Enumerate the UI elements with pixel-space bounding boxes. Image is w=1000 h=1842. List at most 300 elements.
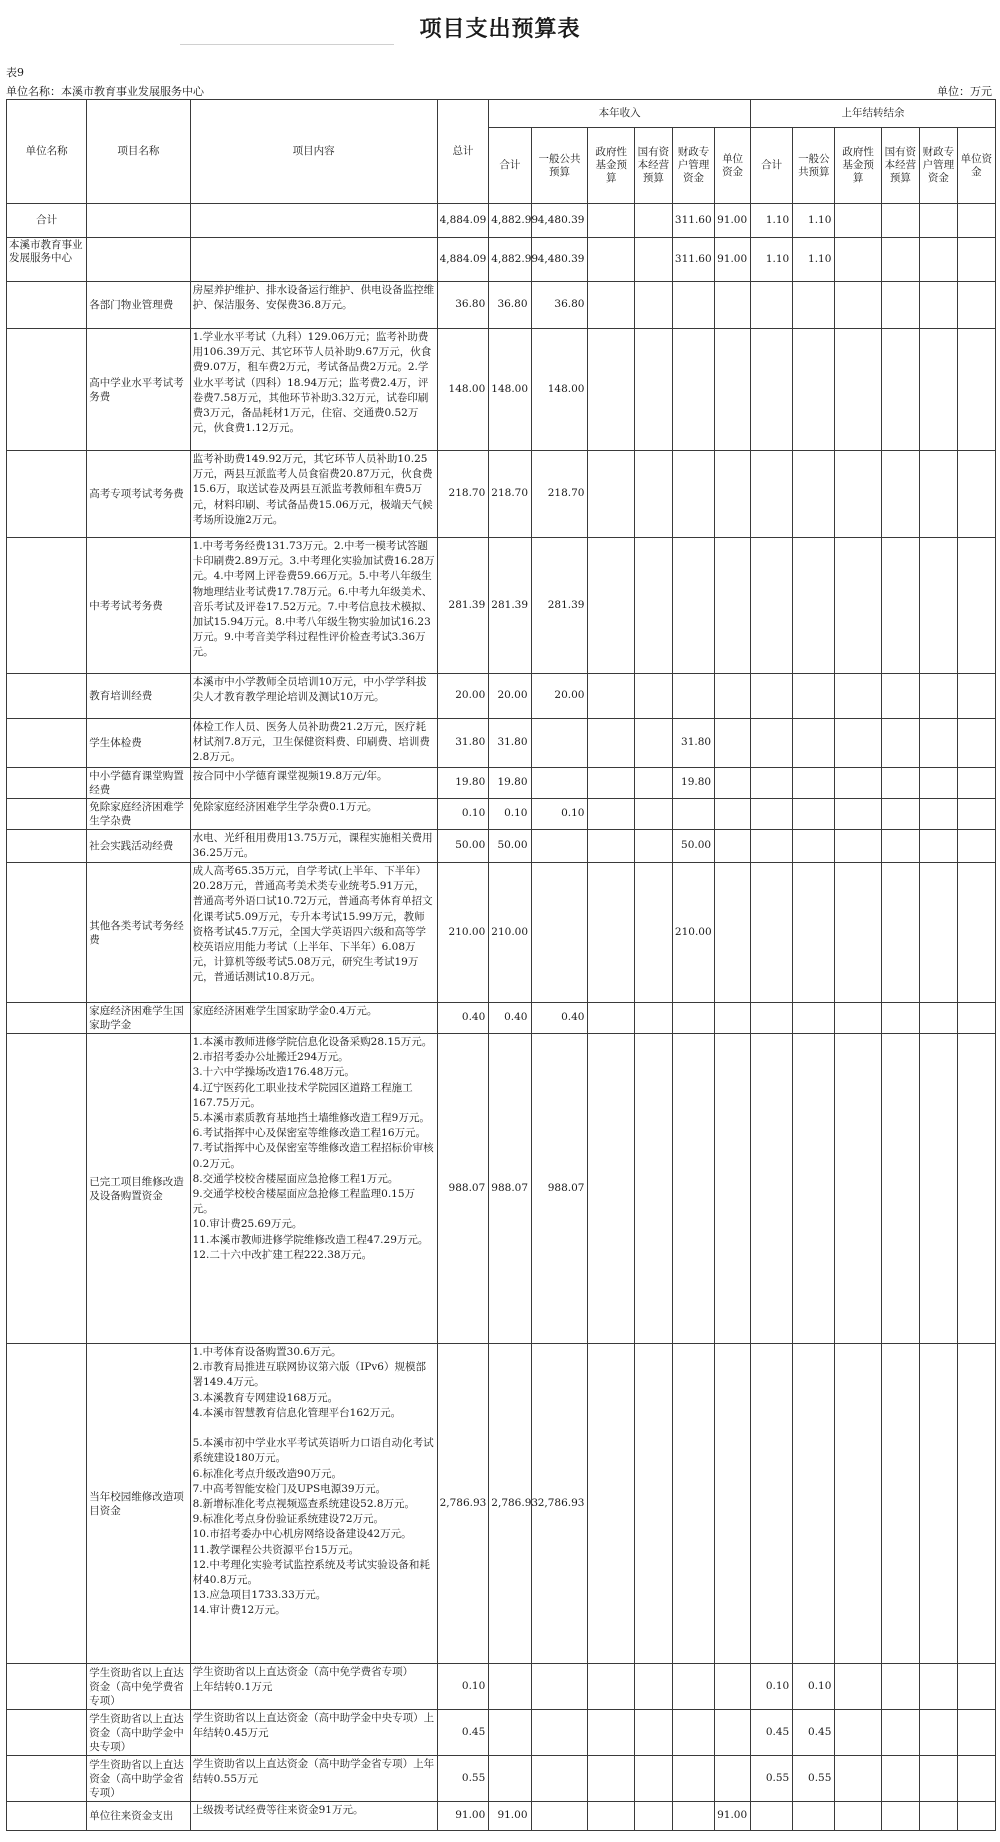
row-carryover-general	[793, 282, 835, 329]
row-carryover-general	[793, 863, 835, 1003]
row-current-general: 148.00	[531, 329, 588, 451]
row-current-total: 281.39	[489, 538, 531, 674]
row-content: 上级拨考试经费等往来资金91万元。	[190, 1802, 437, 1831]
row-current-state-capital	[634, 1344, 672, 1664]
row-carryover-total	[751, 1003, 793, 1034]
row-current-state-capital	[634, 863, 672, 1003]
row-content: 1.中考考务经费131.73万元。2.中考一模考试答题卡印刷费2.89万元。3.中考理化实验加试费16.28万元。4.中考网上评卷费59.66万元。5.中考八年级生物地理结业考试费17.78万元。6.中考九年级美术、音乐考试及评卷17.52万元。7.中考信息技术模拟、加试15.94万元。8.中考八年级生物实验加试16.23万元。9.中考音美学科过程性评价检查考试3.36万元。	[190, 538, 437, 674]
row-current-unit-fund	[715, 674, 751, 719]
row-current-total	[489, 1710, 531, 1756]
row-project-name: 免除家庭经济困难学生学杂费	[87, 798, 190, 829]
row-current-special-account: 311.60	[672, 204, 714, 238]
row-carryover-unit-fund	[957, 204, 995, 238]
row-carryover-general: 0.10	[793, 1664, 835, 1710]
row-current-state-capital	[634, 329, 672, 451]
header-c-gov-fund: 政府性基金预算	[588, 128, 634, 204]
row-carryover-unit-fund	[957, 451, 995, 538]
row-carryover-general	[793, 1344, 835, 1664]
table-number: 表9	[6, 66, 24, 79]
row-current-general	[531, 1756, 588, 1802]
row-carryover-general: 1.10	[793, 238, 835, 282]
row-carryover-unit-fund	[957, 282, 995, 329]
row-project-name: 学生资助省以上直达资金（高中助学金省专项）	[87, 1756, 190, 1802]
row-project-name: 已完工项目维修改造及设备购置资金	[87, 1034, 190, 1344]
row-carryover-state-capital	[881, 829, 919, 862]
row-carryover-unit-fund	[957, 1756, 995, 1802]
row-carryover-general	[793, 767, 835, 798]
row-carryover-special-account	[919, 1344, 957, 1664]
row-current-special-account: 31.80	[672, 719, 714, 768]
row-unit-cell	[7, 1710, 87, 1756]
row-carryover-general: 0.55	[793, 1756, 835, 1802]
row-carryover-unit-fund	[957, 538, 995, 674]
row-carryover-gov-fund	[835, 798, 881, 829]
header-p-unit-fund: 单位资金	[957, 128, 995, 204]
row-total: 91.00	[437, 1802, 489, 1831]
row-unit-cell	[7, 863, 87, 1003]
header-c-unit-fund: 单位资金	[715, 128, 751, 204]
table-row	[7, 282, 996, 329]
row-carryover-general	[793, 1034, 835, 1344]
row-carryover-unit-fund	[957, 329, 995, 451]
row-carryover-total: 0.10	[751, 1664, 793, 1710]
row-current-gov-fund	[588, 538, 634, 674]
row-carryover-gov-fund	[835, 863, 881, 1003]
header-total: 总计	[437, 100, 489, 204]
row-current-state-capital	[634, 451, 672, 538]
row-current-gov-fund	[588, 451, 634, 538]
row-carryover-state-capital	[881, 1756, 919, 1802]
row-carryover-special-account	[919, 798, 957, 829]
budget-table	[6, 99, 996, 1831]
row-total: 20.00	[437, 674, 489, 719]
row-total: 988.07	[437, 1034, 489, 1344]
row-current-gov-fund	[588, 863, 634, 1003]
row-total: 0.55	[437, 1756, 489, 1802]
row-carryover-general	[793, 798, 835, 829]
row-current-total: 50.00	[489, 829, 531, 862]
row-carryover-special-account	[919, 1664, 957, 1710]
row-carryover-unit-fund	[957, 767, 995, 798]
row-content: 按合同中小学德育课堂视频19.8万元/年。	[190, 767, 437, 798]
row-current-unit-fund	[715, 538, 751, 674]
row-carryover-unit-fund	[957, 1710, 995, 1756]
row-current-state-capital	[634, 719, 672, 768]
row-current-special-account: 19.80	[672, 767, 714, 798]
row-carryover-total	[751, 674, 793, 719]
row-content: 学生资助省以上直达资金（高中助学金中央专项）上年结转0.45万元	[190, 1710, 437, 1756]
row-project-name: 中考考试考务费	[87, 538, 190, 674]
row-current-total: 91.00	[489, 1802, 531, 1831]
row-carryover-total	[751, 798, 793, 829]
row-current-gov-fund	[588, 1344, 634, 1664]
page-title: 项目支出预算表	[419, 16, 581, 42]
table-row	[7, 238, 996, 282]
row-current-state-capital	[634, 538, 672, 674]
row-carryover-unit-fund	[957, 1802, 995, 1831]
unit-name-line: 单位名称：本溪市教育事业发展服务中心	[6, 85, 204, 98]
row-carryover-total	[751, 1344, 793, 1664]
row-current-gov-fund	[588, 719, 634, 768]
row-unit-cell	[7, 538, 87, 674]
row-current-unit-fund	[715, 329, 751, 451]
row-current-state-capital	[634, 282, 672, 329]
row-current-gov-fund	[588, 1802, 634, 1831]
row-total: 50.00	[437, 829, 489, 862]
row-current-special-account	[672, 1802, 714, 1831]
row-current-total: 988.07	[489, 1034, 531, 1344]
row-carryover-gov-fund	[835, 1003, 881, 1034]
header-c-special-account: 财政专户管理资金	[672, 128, 714, 204]
row-project-name: 高中学业水平考试考务费	[87, 329, 190, 451]
row-project-name: 其他各类考试考务经费	[87, 863, 190, 1003]
row-carryover-general: 0.45	[793, 1710, 835, 1756]
row-total: 4,884.09	[437, 238, 489, 282]
row-carryover-total	[751, 767, 793, 798]
header-p-special-account: 财政专户管理资金	[919, 128, 957, 204]
row-carryover-total	[751, 282, 793, 329]
header-p-general: 一般公共预算	[793, 128, 835, 204]
row-carryover-special-account	[919, 1802, 957, 1831]
row-total: 0.40	[437, 1003, 489, 1034]
table-row	[7, 1756, 996, 1802]
row-current-unit-fund	[715, 719, 751, 768]
row-current-unit-fund	[715, 798, 751, 829]
row-current-state-capital	[634, 674, 672, 719]
row-current-total: 0.40	[489, 1003, 531, 1034]
row-carryover-unit-fund	[957, 1344, 995, 1664]
row-carryover-unit-fund	[957, 829, 995, 862]
row-current-special-account	[672, 674, 714, 719]
header-p-state-capital: 国有资本经营预算	[881, 128, 919, 204]
row-carryover-total: 1.10	[751, 238, 793, 282]
row-unit-cell: 本溪市教育事业发展服务中心	[7, 238, 87, 282]
row-total: 281.39	[437, 538, 489, 674]
table-row	[7, 719, 996, 768]
row-current-general	[531, 719, 588, 768]
row-current-gov-fund	[588, 674, 634, 719]
row-unit-cell	[7, 1664, 87, 1710]
row-total: 148.00	[437, 329, 489, 451]
row-current-gov-fund	[588, 282, 634, 329]
table-row	[7, 538, 996, 674]
row-current-unit-fund	[715, 1710, 751, 1756]
row-current-total: 148.00	[489, 329, 531, 451]
row-carryover-special-account	[919, 238, 957, 282]
row-current-total	[489, 1664, 531, 1710]
row-current-state-capital	[634, 1003, 672, 1034]
row-total: 36.80	[437, 282, 489, 329]
row-current-special-account	[672, 1756, 714, 1802]
row-current-unit-fund	[715, 1756, 751, 1802]
table-row	[7, 329, 996, 451]
row-content	[190, 238, 437, 282]
row-current-special-account	[672, 282, 714, 329]
row-current-state-capital	[634, 798, 672, 829]
table-row	[7, 1802, 996, 1831]
row-carryover-gov-fund	[835, 674, 881, 719]
row-carryover-unit-fund	[957, 674, 995, 719]
row-carryover-gov-fund	[835, 1756, 881, 1802]
row-carryover-special-account	[919, 674, 957, 719]
row-carryover-special-account	[919, 1710, 957, 1756]
row-unit-cell	[7, 1034, 87, 1344]
row-current-gov-fund	[588, 238, 634, 282]
row-project-name	[87, 204, 190, 238]
row-carryover-special-account	[919, 1003, 957, 1034]
row-project-name: 各部门物业管理费	[87, 282, 190, 329]
table-row	[7, 1664, 996, 1710]
row-current-gov-fund	[588, 1710, 634, 1756]
row-carryover-state-capital	[881, 1344, 919, 1664]
row-carryover-gov-fund	[835, 1344, 881, 1664]
row-carryover-general	[793, 329, 835, 451]
row-carryover-total	[751, 538, 793, 674]
row-unit-cell	[7, 282, 87, 329]
row-carryover-special-account	[919, 1756, 957, 1802]
header-project: 项目名称	[87, 100, 190, 204]
row-current-state-capital	[634, 238, 672, 282]
table-row	[7, 1710, 996, 1756]
row-current-state-capital	[634, 204, 672, 238]
row-carryover-gov-fund	[835, 204, 881, 238]
row-project-name: 单位往来资金支出	[87, 1802, 190, 1831]
row-total: 210.00	[437, 863, 489, 1003]
row-current-special-account	[672, 1664, 714, 1710]
table-row	[7, 1034, 996, 1344]
row-current-special-account	[672, 1344, 714, 1664]
row-current-gov-fund	[588, 204, 634, 238]
header-current-income: 本年收入	[489, 100, 751, 128]
row-current-state-capital	[634, 1034, 672, 1344]
row-current-unit-fund	[715, 1034, 751, 1344]
row-current-gov-fund	[588, 1756, 634, 1802]
row-current-special-account	[672, 329, 714, 451]
table-row	[7, 1344, 996, 1664]
row-carryover-special-account	[919, 719, 957, 768]
row-current-general: 4,480.39	[531, 238, 588, 282]
row-carryover-gov-fund	[835, 829, 881, 862]
row-content: 水电、光纤租用费用13.75万元，课程实施相关费用36.25万元。	[190, 829, 437, 862]
row-carryover-gov-fund	[835, 767, 881, 798]
row-unit-cell	[7, 329, 87, 451]
row-carryover-gov-fund	[835, 1710, 881, 1756]
row-current-general	[531, 767, 588, 798]
row-carryover-unit-fund	[957, 1003, 995, 1034]
row-current-general: 36.80	[531, 282, 588, 329]
row-current-total	[489, 1756, 531, 1802]
row-current-unit-fund	[715, 1664, 751, 1710]
row-carryover-state-capital	[881, 1003, 919, 1034]
row-carryover-state-capital	[881, 767, 919, 798]
row-carryover-total	[751, 719, 793, 768]
row-carryover-gov-fund	[835, 719, 881, 768]
row-carryover-state-capital	[881, 538, 919, 674]
row-current-state-capital	[634, 829, 672, 862]
table-row	[7, 829, 996, 862]
row-unit-cell	[7, 767, 87, 798]
row-project-name	[87, 238, 190, 282]
row-current-unit-fund	[715, 451, 751, 538]
row-carryover-state-capital	[881, 282, 919, 329]
row-carryover-special-account	[919, 863, 957, 1003]
row-total: 0.10	[437, 1664, 489, 1710]
row-project-name: 家庭经济困难学生国家助学金	[87, 1003, 190, 1034]
row-unit-cell	[7, 1344, 87, 1664]
row-content: 体检工作人员、医务人员补助费21.2万元，医疗耗材试剂7.8万元，卫生保健资料费、印刷费、培训费2.8万元。	[190, 719, 437, 768]
row-carryover-state-capital	[881, 329, 919, 451]
row-content: 1.学业水平考试（九科）129.06万元；监考补助费用106.39万元、其它环节人员补助9.67万元，伙食费9.07万，租车费2万元，考试备品费2万元。2.学业水平考试（四科）18.94万元；监考费2.4万，评卷费7.58万元，其他环节补助3.32万元，试卷印刷费3万元，备品耗材1万元，住宿、交通费0.52万元，伙食费1.12万元。	[190, 329, 437, 451]
row-unit-cell	[7, 451, 87, 538]
row-carryover-state-capital	[881, 451, 919, 538]
table-row	[7, 863, 996, 1003]
row-current-total: 19.80	[489, 767, 531, 798]
table-row	[7, 1003, 996, 1034]
row-carryover-special-account	[919, 1034, 957, 1344]
row-carryover-state-capital	[881, 1710, 919, 1756]
row-unit-cell	[7, 1756, 87, 1802]
row-carryover-gov-fund	[835, 451, 881, 538]
row-carryover-state-capital	[881, 1034, 919, 1344]
row-unit-cell	[7, 1003, 87, 1034]
row-current-special-account	[672, 1003, 714, 1034]
row-total: 218.70	[437, 451, 489, 538]
row-current-total: 4,882.99	[489, 204, 531, 238]
table-row	[7, 204, 996, 238]
header-unit: 单位名称	[7, 100, 87, 204]
row-carryover-unit-fund	[957, 798, 995, 829]
row-carryover-general	[793, 674, 835, 719]
row-current-unit-fund	[715, 767, 751, 798]
row-current-gov-fund	[588, 1034, 634, 1344]
row-current-special-account: 210.00	[672, 863, 714, 1003]
row-current-unit-fund: 91.00	[715, 1802, 751, 1831]
row-current-gov-fund	[588, 1003, 634, 1034]
row-project-name: 学生资助省以上直达资金（高中免学费省专项）	[87, 1664, 190, 1710]
header-content: 项目内容	[190, 100, 437, 204]
row-current-gov-fund	[588, 829, 634, 862]
row-carryover-gov-fund	[835, 1034, 881, 1344]
row-content: 房屋养护维护、排水设备运行维护、供电设备监控维护、保洁服务、安保费36.8万元。	[190, 282, 437, 329]
row-carryover-state-capital	[881, 798, 919, 829]
header-p-total: 合计	[751, 128, 793, 204]
row-current-general	[531, 1710, 588, 1756]
row-carryover-state-capital	[881, 863, 919, 1003]
row-carryover-gov-fund	[835, 329, 881, 451]
row-project-name: 学生资助省以上直达资金（高中助学金中央专项）	[87, 1710, 190, 1756]
row-content: 学生资助省以上直达资金（高中免学费省专项） 上年结转0.1万元	[190, 1664, 437, 1710]
row-project-name: 中小学德育课堂购置经费	[87, 767, 190, 798]
row-content: 成人高考65.35万元，自学考试(上半年、下半年）20.28万元，普通高考美术类专业统考5.91万元，普通高考外语口试10.72万元，普通高考体育单招文化课考试5.09万元，专升本考试15.99万元，教师资格考试45.7万元，全国大学英语四六级和高等学校英语应用能力考试（上半年、下半年）6.08万元，计算机等级考试5.08万元，研究生考试19万元，普通话测试10.8万元。	[190, 863, 437, 1003]
row-carryover-unit-fund	[957, 719, 995, 768]
row-unit-cell	[7, 829, 87, 862]
row-current-general: 4,480.39	[531, 204, 588, 238]
row-current-general: 988.07	[531, 1034, 588, 1344]
row-current-unit-fund	[715, 863, 751, 1003]
row-total: 31.80	[437, 719, 489, 768]
row-current-special-account: 311.60	[672, 238, 714, 282]
row-carryover-total: 1.10	[751, 204, 793, 238]
row-content: 家庭经济困难学生国家助学金0.4万元。	[190, 1003, 437, 1034]
row-unit-cell: 合计	[7, 204, 87, 238]
row-current-general: 2,786.93	[531, 1344, 588, 1664]
row-carryover-special-account	[919, 829, 957, 862]
row-unit-cell	[7, 1802, 87, 1831]
row-current-general: 0.10	[531, 798, 588, 829]
row-current-unit-fund	[715, 282, 751, 329]
row-current-general: 218.70	[531, 451, 588, 538]
row-total: 19.80	[437, 767, 489, 798]
row-carryover-total: 0.45	[751, 1710, 793, 1756]
row-current-total: 31.80	[489, 719, 531, 768]
row-current-total: 20.00	[489, 674, 531, 719]
row-project-name: 当年校园维修改造项目资金	[87, 1344, 190, 1664]
currency-unit: 单位：万元	[937, 85, 992, 98]
row-carryover-total: 0.55	[751, 1756, 793, 1802]
row-carryover-special-account	[919, 767, 957, 798]
row-carryover-total	[751, 863, 793, 1003]
row-carryover-unit-fund	[957, 1664, 995, 1710]
row-current-general	[531, 863, 588, 1003]
row-current-gov-fund	[588, 798, 634, 829]
row-carryover-total	[751, 451, 793, 538]
row-unit-cell	[7, 798, 87, 829]
row-carryover-special-account	[919, 282, 957, 329]
row-carryover-special-account	[919, 329, 957, 451]
row-content: 监考补助费149.92万元，其它环节人员补助10.25万元，两县互派监考人员食宿费20.87万元，伙食费15.6万，取送试卷及两县互派监考教师租车费5万元，材料印刷、考试备品费15.06万元，极端天气候考场所设施2万元。	[190, 451, 437, 538]
row-carryover-general	[793, 1802, 835, 1831]
row-project-name: 高考专项考试考务费	[87, 451, 190, 538]
row-current-special-account	[672, 451, 714, 538]
row-carryover-general	[793, 829, 835, 862]
row-current-special-account	[672, 538, 714, 674]
header-c-state-capital: 国有资本经营预算	[634, 128, 672, 204]
row-current-gov-fund	[588, 329, 634, 451]
row-current-total: 0.10	[489, 798, 531, 829]
row-current-general	[531, 829, 588, 862]
row-content: 学生资助省以上直达资金（高中助学金省专项）上年结转0.55万元	[190, 1756, 437, 1802]
row-current-total: 210.00	[489, 863, 531, 1003]
header-carryover: 上年结转结余	[751, 100, 996, 128]
row-current-gov-fund	[588, 767, 634, 798]
row-total: 0.10	[437, 798, 489, 829]
row-unit-cell	[7, 719, 87, 768]
row-carryover-general: 1.10	[793, 204, 835, 238]
row-current-general: 281.39	[531, 538, 588, 674]
row-project-name: 社会实践活动经费	[87, 829, 190, 862]
row-total: 4,884.09	[437, 204, 489, 238]
row-carryover-state-capital	[881, 238, 919, 282]
row-current-unit-fund: 91.00	[715, 204, 751, 238]
row-carryover-special-account	[919, 538, 957, 674]
row-current-unit-fund	[715, 1003, 751, 1034]
row-current-state-capital	[634, 1710, 672, 1756]
row-content: 1.本溪市教师进修学院信息化设备采购28.15万元。 2.市招考委办公址搬迁294万元。 3.十六中学操场改造176.48万元。 4.辽宁医药化工职业技术学院园区道路工程施工167.75万元。 5.本溪市素质教育基地挡土墙维修改造工程9万元。 6.考试指挥中心及保密室等维修改造工程16万元。 7.考试指挥中心及保密室等维修改造工程招标价审核0.2万元。 8.交通学校校舍楼屋面应急抢修工程1万元。 9.交通学校校舍楼屋面应急抢修工程监理0.15万元。 10.审计费25.69万元。 11.本溪市教师进修学院维修改造工程47.29万元。 12.二十六中改扩建工程222.38万元。	[190, 1034, 437, 1344]
row-carryover-unit-fund	[957, 238, 995, 282]
row-current-total: 2,786.93	[489, 1344, 531, 1664]
row-current-special-account	[672, 798, 714, 829]
row-carryover-state-capital	[881, 1802, 919, 1831]
row-current-unit-fund	[715, 829, 751, 862]
row-current-general	[531, 1664, 588, 1710]
row-carryover-unit-fund	[957, 863, 995, 1003]
row-current-total: 36.80	[489, 282, 531, 329]
row-unit-cell	[7, 674, 87, 719]
row-content: 本溪市中小学教师全员培训10万元，中小学学科拔尖人才教育教学理论培训及测试10万元。	[190, 674, 437, 719]
divider	[180, 44, 394, 45]
row-current-unit-fund	[715, 1344, 751, 1664]
header-c-general: 一般公共预算	[531, 128, 588, 204]
